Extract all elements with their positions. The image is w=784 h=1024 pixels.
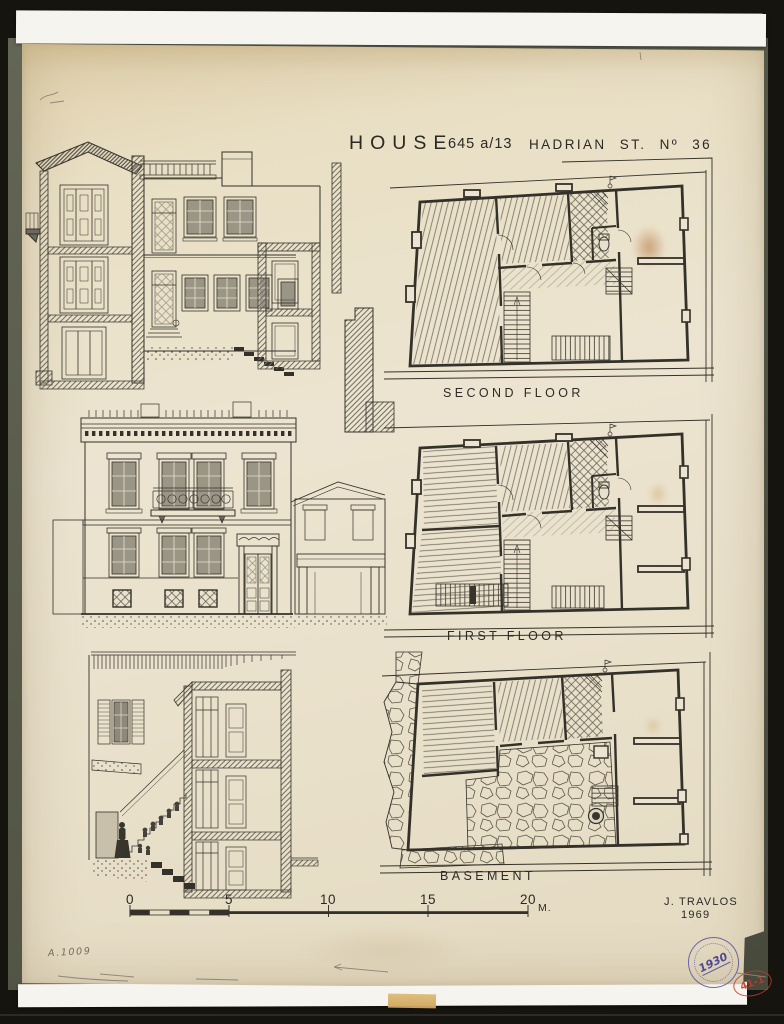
survey-mark <box>608 424 616 436</box>
street-address: HADRIAN ST. Nº 36 <box>529 137 713 152</box>
facade-cornice <box>81 402 296 442</box>
author-signature: J. TRAVLOS <box>664 896 738 908</box>
scale-tick-15: 15 <box>419 892 437 907</box>
sheet-title: HOUSE <box>349 132 454 154</box>
main-staircase <box>504 292 530 362</box>
lower-windows <box>107 528 226 577</box>
basement-label: BASEMENT <box>440 869 536 883</box>
entrance-door <box>237 534 279 614</box>
white-strip-top <box>16 10 766 46</box>
hall-stair <box>552 586 604 608</box>
pergola <box>91 652 296 669</box>
second-floor-plan <box>376 140 736 382</box>
house-section <box>174 670 291 898</box>
scale-bar <box>110 894 580 928</box>
neighbour-building <box>291 482 385 614</box>
rear-elevation-section-drawing <box>26 133 378 435</box>
balcony <box>26 213 40 242</box>
tape-fragment <box>388 994 436 1009</box>
courtyard-section-drawing <box>56 642 388 898</box>
courtyard-door <box>96 812 118 858</box>
rear-windows <box>182 197 298 311</box>
hall-stair <box>552 336 610 360</box>
stamp-year: 1930 <box>696 949 730 975</box>
first-floor-label: FIRST FLOOR <box>447 629 567 643</box>
signature-year: 1969 <box>681 909 711 921</box>
scale-tick-5: 5 <box>224 892 234 907</box>
well-icon <box>589 809 604 824</box>
red-catalog-number: 41-1 <box>738 974 767 993</box>
basement-grilles <box>113 590 217 607</box>
roof-balustrade <box>140 161 216 179</box>
inventory-code: A.1009 <box>47 945 92 960</box>
scale-unit: M. <box>538 902 552 914</box>
survey-mark <box>608 176 616 188</box>
photo-edge-line <box>0 1014 784 1016</box>
scale-tick-20: 20 <box>519 892 537 907</box>
street-facade-drawing <box>53 402 387 642</box>
basement-plan <box>372 642 736 876</box>
section-roof <box>36 142 142 174</box>
scale-tick-0: 0 <box>125 892 135 907</box>
shuttered-window <box>98 700 144 744</box>
long-bottom-stair <box>436 584 508 606</box>
street-lines <box>384 368 714 379</box>
corner-stair <box>606 268 632 294</box>
courtyard-stair <box>592 786 618 806</box>
rubble-top <box>396 652 422 684</box>
second-floor-label: SECOND FLOOR <box>443 386 584 400</box>
upper-windows <box>106 453 277 513</box>
cistern-feature <box>594 746 608 758</box>
section-doors <box>60 185 108 379</box>
catalog-number: 645 a/13 <box>448 136 513 152</box>
first-floor-plan <box>376 408 736 638</box>
corner-stair <box>606 516 632 540</box>
rear-french-doors <box>152 199 176 327</box>
scale-tick-10: 10 <box>319 892 337 907</box>
